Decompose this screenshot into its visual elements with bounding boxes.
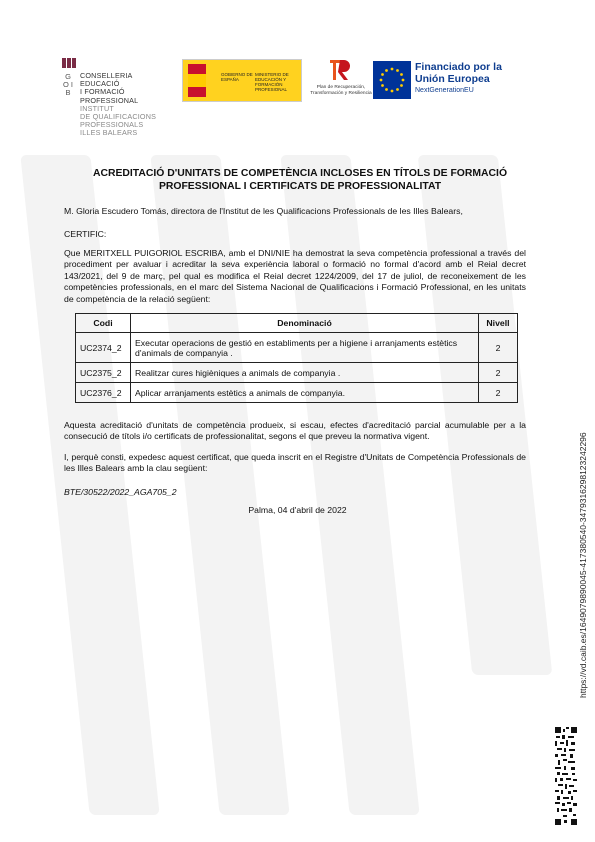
registry-paragraph: I, perquè consti, expedesc aquest certificat, que queda inscrit en el Registre d'Unitats de Competència Professionals de les Illes Balears amb la clau següent: <box>64 452 526 474</box>
unit-name: Executar operacions de gestió en establiments per a higiene i arranjaments estètics d'animals de companyia . <box>131 333 479 363</box>
document-title <box>80 167 520 193</box>
competence-units-table <box>75 313 518 403</box>
place-date: Palma, 04 d'abril de 2022 <box>248 505 347 515</box>
registry-code: BTE/30522/2022_AGA705_2 <box>64 487 177 497</box>
govib-text <box>80 72 156 138</box>
spain-government-logo <box>182 59 302 102</box>
verification-url[interactable]: https://vd.caib.es/1649079890045-417380540-3479316298123242296 <box>578 432 588 698</box>
table-row <box>76 333 518 363</box>
unit-code: UC2376_2 <box>76 383 131 403</box>
unit-level: 2 <box>479 333 518 363</box>
govib-line: PROFESSIONALS <box>80 120 144 130</box>
prtr-label: Plan de Recuperación, Transformación y Resiliencia <box>310 85 372 96</box>
unit-name: Realitzar cures higièniques a animals de companyia . <box>131 363 479 383</box>
govib-line: PROFESSIONAL <box>80 95 139 105</box>
intro-paragraph: M. Gloria Escudero Tomás, directora de l'Institut de les Qualificacions Professionals de les Illes Balears, <box>64 206 463 216</box>
header-code: Codi <box>76 314 131 333</box>
table-row <box>76 383 518 403</box>
govib-line: EDUCACIÓ <box>80 79 120 89</box>
header-name: Denominació <box>131 314 479 333</box>
qr-code-icon[interactable] <box>555 727 577 825</box>
unit-level: 2 <box>479 383 518 403</box>
govib-line: INSTITUT <box>80 103 114 113</box>
unit-name: Aplicar arranjaments estètics a animals de companyia. <box>131 383 479 403</box>
govib-line: CONSELLERIA <box>80 71 133 80</box>
govib-letters: G O I B <box>63 72 74 98</box>
eu-funding-title: Financiado por la Unión Europea <box>415 61 502 85</box>
table-header-row <box>76 314 518 333</box>
spain-gov-label: GOBIERNO DE ESPAÑA <box>221 72 253 82</box>
title-line: ACREDITACIÓ D'UNITATS DE COMPETÈNCIA INCLOSES EN TÍTOLS DE FORMACIÓ <box>92 168 508 179</box>
spain-ministry-label: MINISTERIO DE EDUCACIÓN Y FORMACIÓN PROFESIONAL <box>255 72 289 92</box>
unit-code: UC2375_2 <box>76 363 131 383</box>
eu-nextgen-label: NextGenerationEU <box>415 87 474 94</box>
header-level: Nivell <box>479 314 518 333</box>
title-line: PROFESSIONAL I CERTIFICATS DE PROFESSIONALITAT <box>158 181 442 192</box>
unit-code: UC2374_2 <box>76 333 131 363</box>
govib-line: DE QUALIFICACIONS <box>80 112 157 122</box>
certific-label: CERTIFIC: <box>64 229 107 239</box>
table-row <box>76 363 518 383</box>
prtr-logo-icon <box>328 58 352 82</box>
unit-level: 2 <box>479 363 518 383</box>
govib-line: ILLES BALEARS <box>80 128 138 138</box>
spain-flag-icon <box>188 64 206 97</box>
effects-paragraph: Aquesta acreditació d'unitats de competència produeix, si escau, efectes d'acreditació parcial acumulable per a la consecució de títols i/o certificats de professionalitat, segons el que preveu la normativa vigent. <box>64 420 526 442</box>
body-paragraph: Que MERITXELL PUIGORIOL ESCRIBA, amb el DNI/NIE ha demostrat la seva competència professional a través del procediment per avaluar i acreditar la seva experiència laboral o formació no formal d'acord amb el Reial decret 143/2021, del 9 de març, pel qual es modifica el Reial decret 1224/2009, del 17 de juliol, de reconeixement de les competències professionals, en el marc del Sistema Nacional de Qualificacions i Formació Professional, en les unitats de competència de la relació següent: <box>64 248 526 304</box>
govib-line: I FORMACIÓ <box>80 87 125 97</box>
eu-flag-icon <box>373 61 411 99</box>
